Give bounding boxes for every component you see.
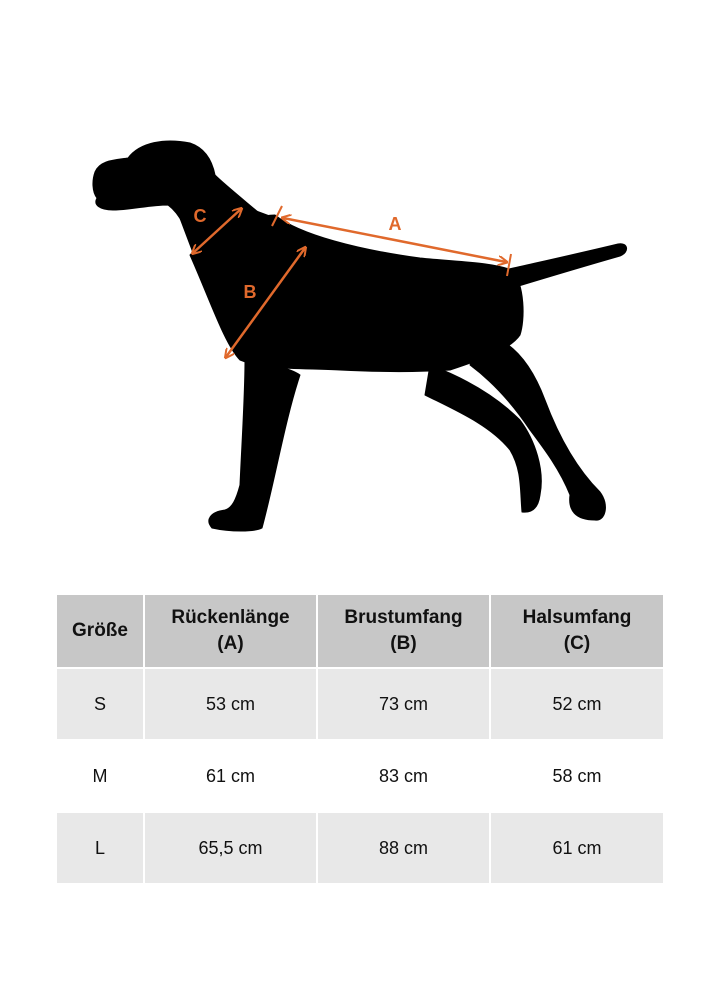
header-chest-label: Brustumfang [344, 607, 463, 628]
table-header-row [57, 595, 663, 668]
table-row [57, 740, 663, 812]
cell-back-length: 53 cm [144, 668, 317, 740]
label-a: A [388, 214, 402, 234]
label-c: C [193, 206, 207, 226]
cell-chest: 83 cm [317, 740, 490, 812]
table-row [57, 812, 663, 883]
header-neck [490, 595, 663, 668]
cell-back-length: 61 cm [144, 740, 317, 812]
header-back-length-label: Rückenlänge [171, 607, 290, 628]
cell-back-length: 65,5 cm [144, 812, 317, 883]
header-size-label: Größe [72, 620, 128, 641]
cell-size: L [57, 812, 144, 883]
header-size [57, 595, 144, 668]
header-neck-label: Halsumfang [522, 607, 632, 628]
cell-chest: 73 cm [317, 668, 490, 740]
cell-neck: 52 cm [490, 668, 663, 740]
cell-size: S [57, 668, 144, 740]
table-row [57, 668, 663, 740]
cell-chest: 88 cm [317, 812, 490, 883]
header-back-length-code: (A) [217, 633, 244, 654]
header-chest-code: (B) [390, 633, 417, 654]
header-neck-code: (C) [563, 633, 591, 654]
dog-silhouette [93, 141, 627, 531]
label-b: B [243, 282, 257, 302]
cell-neck: 61 cm [490, 812, 663, 883]
cell-size: M [57, 740, 144, 812]
size-table [57, 595, 663, 883]
header-chest [317, 595, 490, 668]
cell-neck: 58 cm [490, 740, 663, 812]
header-back-length [144, 595, 317, 668]
